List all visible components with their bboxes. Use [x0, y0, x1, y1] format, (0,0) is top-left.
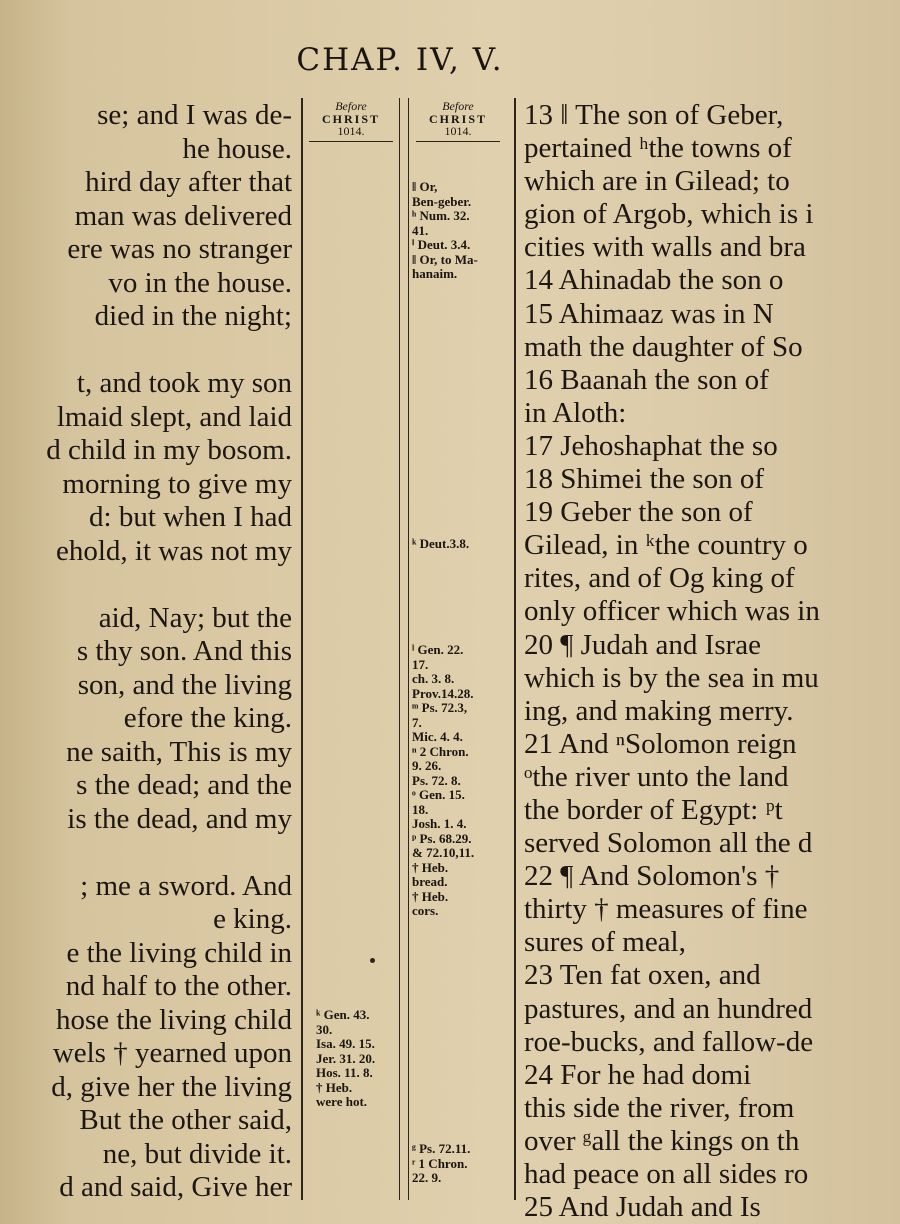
margin-reference-line: Isa. 49. 15. — [316, 1036, 375, 1051]
text-line: this side the river, from — [524, 1091, 795, 1124]
text-line: ; me a sword. And — [80, 869, 292, 902]
text-line: e the living child in — [66, 936, 292, 969]
margin-reference-line: ˡ Gen. 22. — [412, 642, 464, 657]
text-line: the border of Egypt: ᵖt — [524, 793, 783, 826]
text-line: vo in the house. — [108, 266, 292, 299]
text-line: ehold, it was not my — [55, 534, 292, 567]
text-line: man was delivered — [74, 199, 292, 232]
text-line: 19 Geber the son of — [524, 496, 753, 529]
margin-reference-line: Josh. 1. 4. — [412, 816, 467, 831]
text-line: 18 Shimei the son of — [524, 463, 765, 496]
text-line: efore the king. — [123, 702, 292, 734]
column-rule-left — [301, 98, 303, 1200]
page-title: CHAP. IV, V. — [296, 42, 504, 78]
text-line: cities with walls and bra — [524, 231, 806, 264]
margin-reference-line: ᵏ Deut.3.8. — [412, 536, 470, 551]
left-text-column — [0, 99, 296, 1205]
text-line: d and said, Give her — [59, 1171, 292, 1203]
margin-head-right — [410, 100, 506, 142]
margin-reference-line: Mic. 4. 4. — [412, 729, 463, 744]
text-line: died in the night; — [94, 300, 292, 332]
text-line: But the other said, — [79, 1104, 292, 1136]
margin-reference-group — [412, 537, 469, 552]
text-line: in Aloth: — [524, 396, 627, 429]
margin-head-left — [303, 100, 399, 142]
text-line: ne saith, This is my — [66, 735, 292, 768]
column-rule-mid-right — [408, 98, 409, 1200]
text-line: pertained ʰthe towns of — [524, 132, 792, 165]
margin-reference-line: † Heb. — [412, 859, 449, 875]
text-line: is the dead, and my — [67, 802, 292, 835]
text-line: t, and took my son — [76, 367, 292, 399]
margin-reference-line: 30. — [316, 1021, 333, 1037]
margin-reference-line: 17. — [412, 656, 429, 672]
text-line: 13 ‖ The son of Geber, — [524, 99, 784, 131]
text-line: s thy son. And this — [76, 635, 292, 667]
year-label: 1014. — [309, 125, 393, 142]
before-label: Before — [335, 99, 367, 113]
margin-reference-line: Hos. 11. 8. — [316, 1065, 373, 1080]
text-line: 16 Baanah the son of — [524, 363, 769, 396]
margin-reference-line: Jer. 31. 20. — [316, 1050, 376, 1066]
margin-reference-group — [316, 1008, 375, 1110]
text-line: 20 ¶ Judah and Israe — [524, 628, 762, 661]
margin-reference-group — [412, 1142, 470, 1186]
text-line: 15 Ahimaaz was in N — [524, 297, 774, 330]
christ-label: CHRIST — [321, 111, 380, 126]
text-line: only officer which was in — [524, 595, 820, 628]
text-line: son, and the living — [77, 668, 292, 701]
margin-reference-line: † Heb. — [316, 1079, 353, 1095]
text-line: d: but when I had — [89, 501, 292, 533]
text-line — [0, 836, 296, 870]
text-line: 14 Ahinadab the son o — [524, 264, 784, 297]
text-line: wels † yearned upon — [52, 1037, 292, 1069]
text-line: he house. — [182, 132, 292, 165]
margin-reference-line: 7. — [412, 714, 422, 730]
text-line: s the dead; and the — [76, 769, 292, 801]
text-line: ne, but divide it. — [102, 1137, 292, 1170]
text-line: sures of meal, — [524, 926, 686, 959]
text-line: Gilead, in ᵏthe country o — [524, 529, 808, 562]
margin-reference-line: ʰ Num. 32. — [412, 208, 470, 223]
margin-reference-line: 41. — [412, 222, 429, 238]
text-line: math the daughter of So — [524, 330, 803, 363]
column-rule-mid-left — [399, 98, 400, 1200]
margin-reference-line: were hot. — [316, 1094, 368, 1109]
text-line: aid, Nay; but the — [98, 601, 292, 634]
margin-reference-line: ᵏ Gen. 43. — [316, 1007, 370, 1022]
text-line: e king. — [213, 903, 292, 935]
text-line: had peace on all sides ro — [524, 1158, 809, 1190]
margin-reference-line: ᵖ Ps. 68.29. — [412, 830, 472, 846]
margin-reference-line: ᵍ Ps. 72.11. — [412, 1141, 471, 1156]
text-line: over ᵍall the kings on th — [524, 1124, 800, 1157]
text-line: 22 ¶ And Solomon's † — [524, 860, 780, 893]
text-line: 21 And ⁿSolomon reign — [524, 727, 797, 760]
before-label: Before — [442, 99, 474, 113]
margin-reference-line: bread. — [412, 874, 448, 889]
margin-reference-line: hanaim. — [412, 266, 458, 281]
text-line: gion of Argob, which is i — [524, 198, 814, 231]
column-rule-right — [514, 98, 516, 1200]
text-line: 24 For he had domi — [524, 1058, 752, 1091]
text-line: hird day after that — [85, 166, 292, 198]
text-line: pastures, and an hundred — [524, 992, 813, 1025]
margin-reference-line: cors. — [412, 903, 439, 918]
right-text-column — [524, 99, 900, 1224]
text-line: ᵒthe river unto the land — [524, 760, 789, 793]
margin-reference-line: Prov.14.28. — [412, 685, 474, 701]
margin-reference-line: Ps. 72. 8. — [412, 772, 461, 788]
text-line: which is by the sea in mu — [524, 661, 819, 694]
text-line: nd half to the other. — [65, 970, 292, 1002]
text-line: hose the living child — [56, 1003, 292, 1036]
margin-reference-line: ᵒ Gen. 15. — [412, 787, 465, 802]
margin-reference-line: ‖ Or, — [412, 179, 438, 194]
text-line: served Solomon all the d — [524, 827, 813, 860]
text-line: rites, and of Og king of — [524, 562, 795, 595]
margin-reference-line: ⁿ 2 Chron. — [412, 743, 469, 759]
text-line: d child in my bosom. — [46, 434, 292, 466]
text-line: which are in Gilead; to — [524, 165, 790, 198]
margin-reference-line: 22. 9. — [412, 1170, 442, 1185]
margin-reference-line: ch. 3. 8. — [412, 671, 455, 686]
text-line: ing, and making merry. — [524, 694, 794, 727]
margin-reference-line: ⁱ Deut. 3.4. — [412, 237, 471, 252]
text-line: d, give her the living — [51, 1070, 292, 1103]
margin-reference-line: 9. 26. — [412, 758, 442, 773]
text-line: 25 And Judah and Is — [524, 1191, 761, 1224]
margin-reference-line: ᵐ Ps. 72.3, — [412, 700, 468, 715]
text-line: roe-bucks, and fallow-de — [524, 1025, 814, 1058]
text-line: thirty † measures of fine — [524, 893, 808, 926]
margin-reference-line: † Heb. — [412, 888, 449, 904]
margin-reference-group — [412, 180, 478, 282]
margin-reference-line: Ben-geber. — [412, 193, 472, 209]
margin-reference-group — [412, 643, 474, 919]
text-line: ere was no stranger — [67, 233, 292, 265]
text-line: morning to give my — [62, 467, 292, 500]
text-line: 23 Ten fat oxen, and — [524, 959, 761, 992]
text-line — [0, 568, 296, 602]
margin-reference-line: ‖ Or, to Ma- — [412, 251, 478, 267]
text-line — [0, 334, 296, 368]
year-label: 1014. — [416, 125, 500, 142]
margin-reference-line: & 72.10,11. — [412, 845, 475, 860]
text-line: 17 Jehoshaphat the so — [524, 429, 778, 462]
text-line: lmaid slept, and laid — [56, 400, 292, 433]
margin-reference-line: ʳ 1 Chron. — [412, 1155, 468, 1171]
margin-reference-line: 18. — [412, 801, 429, 817]
text-line: se; and I was de- — [97, 99, 292, 131]
printer-dot — [370, 958, 375, 963]
christ-label: CHRIST — [428, 111, 487, 126]
